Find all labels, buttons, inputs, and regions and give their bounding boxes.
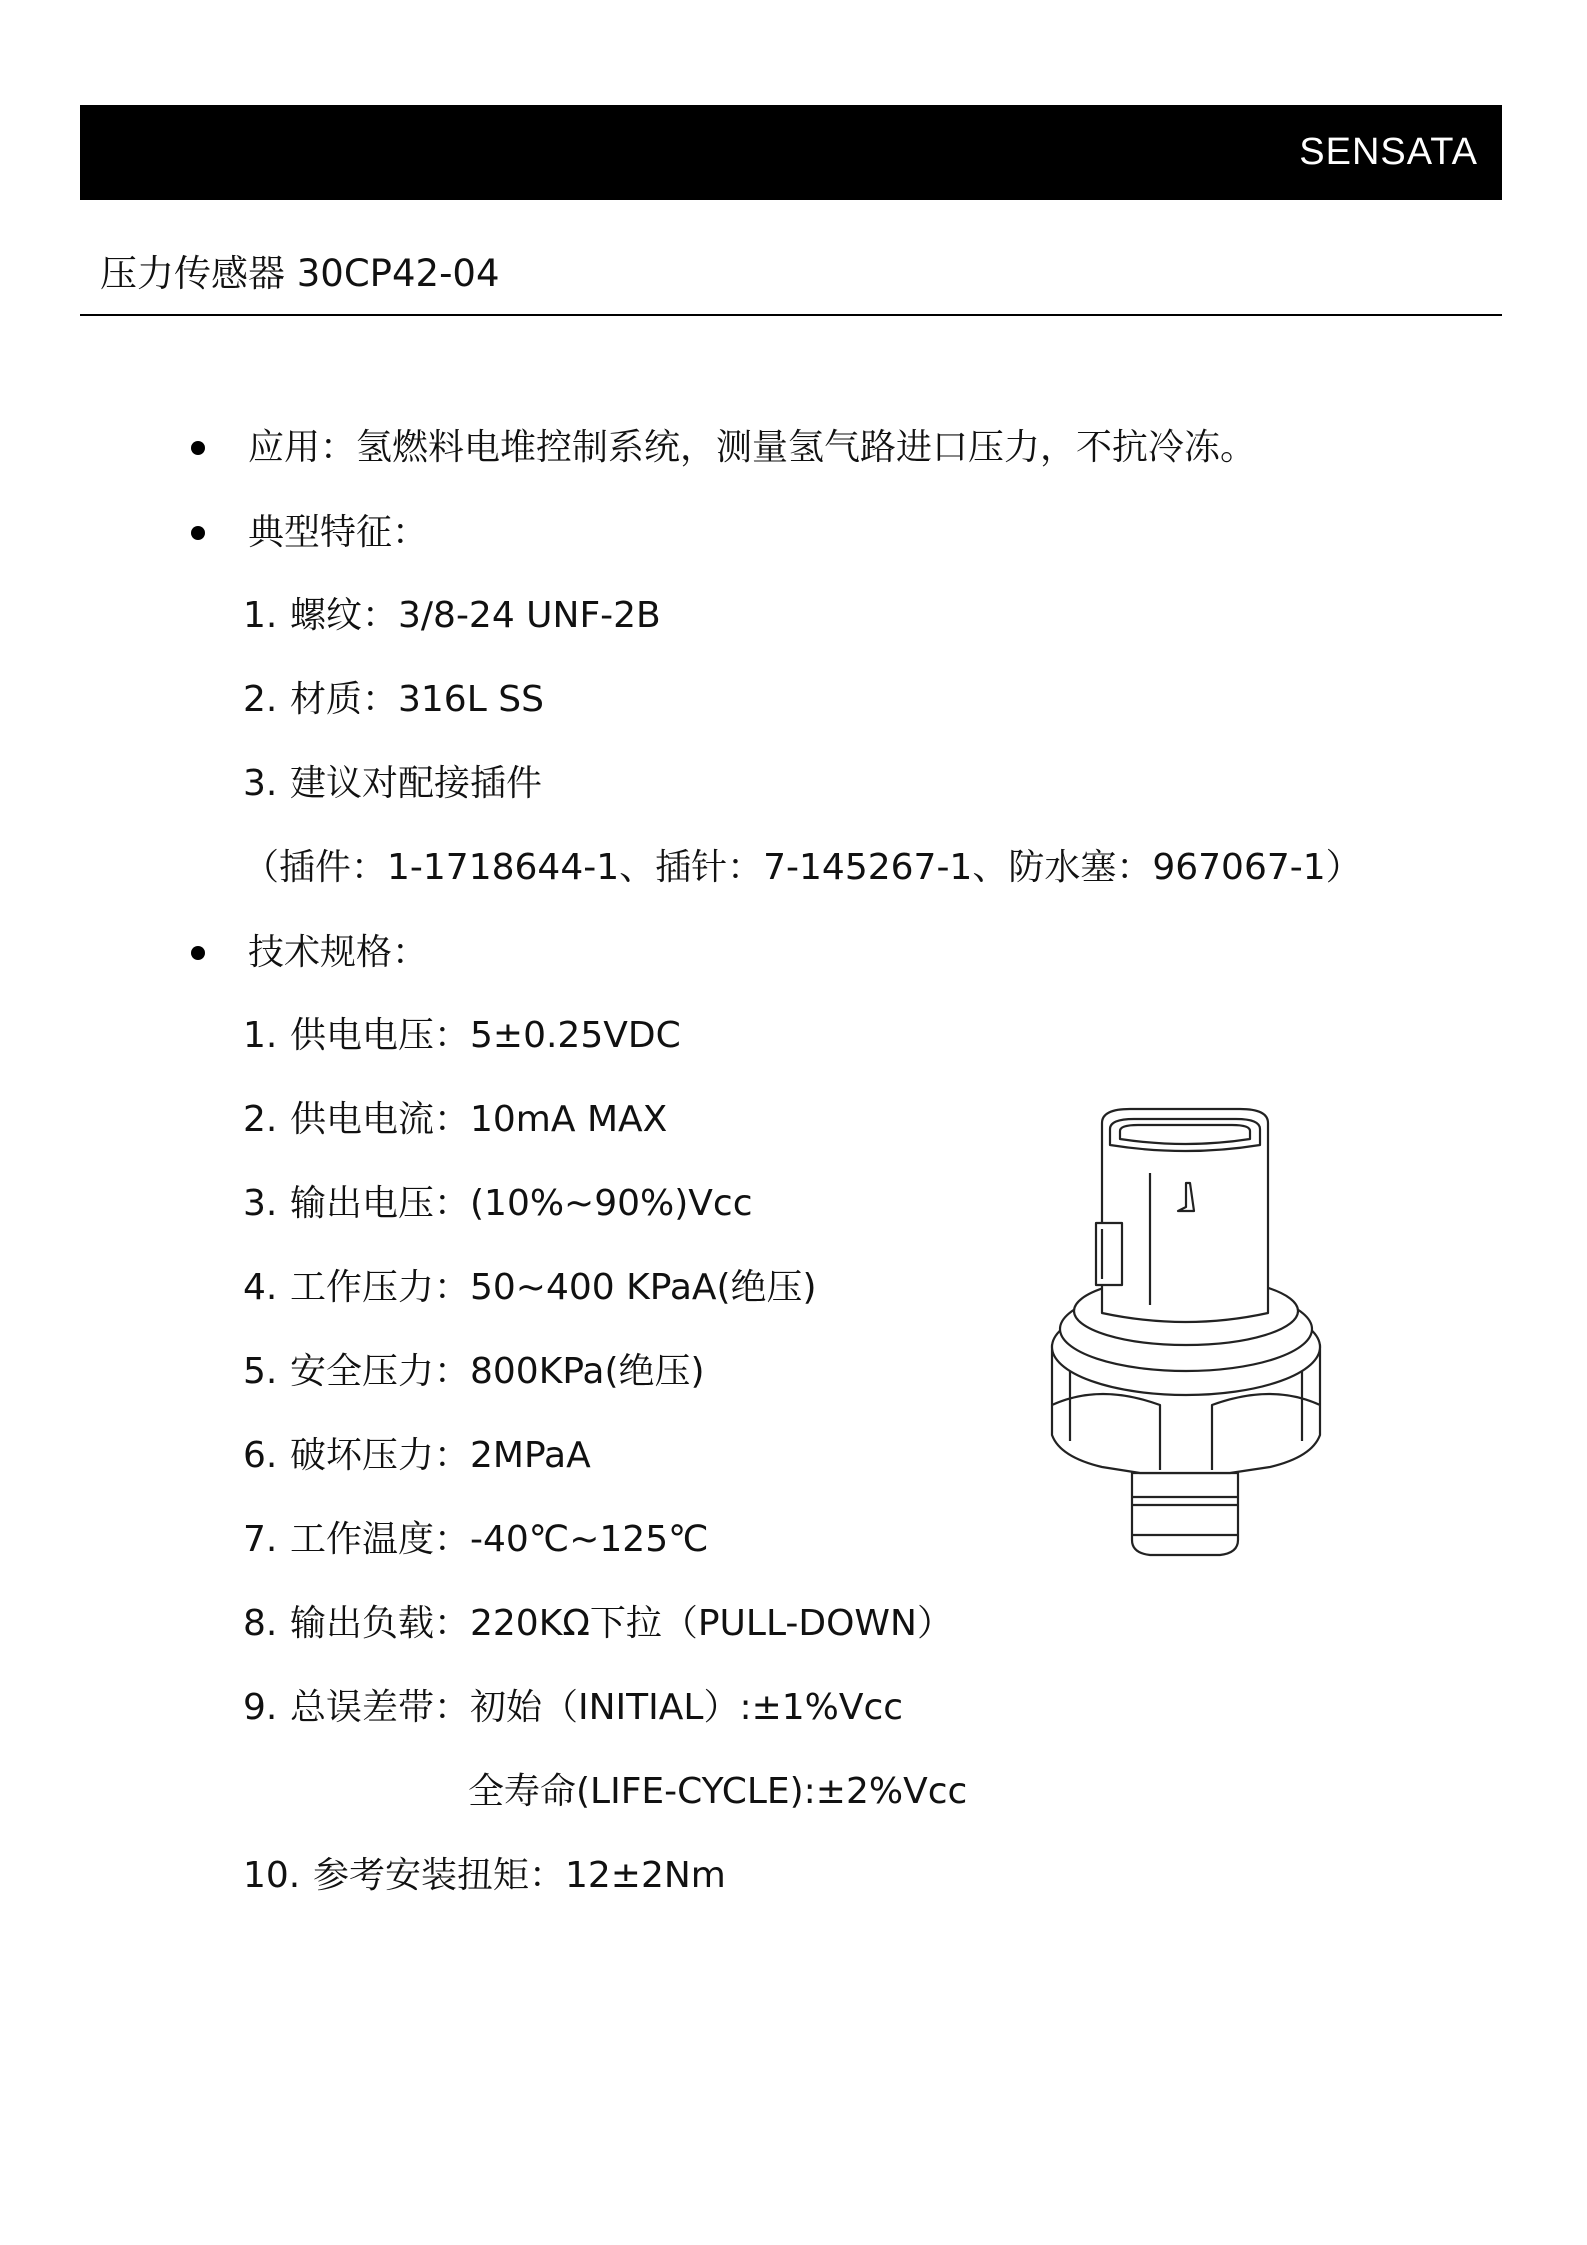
feature-number: 1. bbox=[243, 595, 278, 636]
spec-number: 7. bbox=[243, 1519, 278, 1560]
spec-number: 5. bbox=[243, 1351, 278, 1392]
spec-number: 8. bbox=[243, 1603, 278, 1644]
spec-item bbox=[243, 1519, 709, 1560]
spec-number: 2. bbox=[243, 1099, 278, 1140]
header-bar bbox=[80, 105, 1502, 200]
document-title: 压力传感器 30CP42-04 bbox=[100, 252, 500, 295]
spec-item bbox=[243, 1687, 904, 1728]
spec-text: 安全压力：800KPa(绝压) bbox=[290, 1351, 705, 1392]
spec-text: 供电电压：5±0.25VDC bbox=[290, 1015, 681, 1056]
spec-text: 参考安装扭矩：12±2Nm bbox=[313, 1855, 726, 1896]
spec-item bbox=[243, 1183, 753, 1224]
bullet-icon bbox=[191, 441, 205, 455]
feature-text: 建议对配接插件 bbox=[290, 763, 543, 804]
spec-item bbox=[243, 1267, 817, 1308]
connector-note: （插件：1-1718644-1、插针：7-145267-1、防水塞：967067-1） bbox=[243, 847, 1362, 888]
spec-number: 9. bbox=[243, 1687, 278, 1728]
bullet-icon bbox=[191, 946, 205, 960]
spec-text: 输出电压：(10%~90%)Vcc bbox=[290, 1183, 753, 1224]
spec-item bbox=[243, 1603, 953, 1644]
spec-number: 3. bbox=[243, 1183, 278, 1224]
spec-text: 总误差带：初始（INITIAL）:±1%Vcc bbox=[290, 1687, 904, 1728]
spec-text: 破坏压力：2MPaA bbox=[290, 1435, 591, 1476]
title-divider bbox=[80, 314, 1502, 316]
spec-number: 1. bbox=[243, 1015, 278, 1056]
spec-item bbox=[243, 1015, 681, 1056]
spec-item bbox=[243, 1351, 705, 1392]
pressure-sensor-drawing bbox=[1040, 1105, 1330, 1565]
spec-text: 输出负载：220KΩ下拉（PULL-DOWN） bbox=[290, 1603, 953, 1644]
feature-item bbox=[243, 763, 543, 804]
spec-text: 工作压力：50~400 KPaA(绝压) bbox=[290, 1267, 817, 1308]
spec-number: 4. bbox=[243, 1267, 278, 1308]
spec-text: 工作温度：-40℃~125℃ bbox=[290, 1519, 709, 1560]
spec-item bbox=[243, 1435, 591, 1476]
feature-text: 螺纹：3/8-24 UNF-2B bbox=[290, 595, 661, 636]
brand-name: SENSATA bbox=[1299, 131, 1478, 173]
feature-item bbox=[243, 679, 544, 720]
feature-text: 材质：316L SS bbox=[290, 679, 544, 720]
feature-item bbox=[243, 595, 661, 636]
feature-number: 2. bbox=[243, 679, 278, 720]
spec-number: 6. bbox=[243, 1435, 278, 1476]
spec-item bbox=[243, 1855, 726, 1896]
bullet-icon bbox=[191, 526, 205, 540]
spec-continuation: 全寿命(LIFE-CYCLE):±2%Vcc bbox=[468, 1771, 968, 1812]
spec-number: 10. bbox=[243, 1855, 301, 1896]
spec-item bbox=[243, 1099, 668, 1140]
specs-heading: 技术规格： bbox=[248, 932, 429, 973]
spec-text: 供电电流：10mA MAX bbox=[290, 1099, 668, 1140]
features-heading: 典型特征： bbox=[248, 512, 429, 553]
feature-number: 3. bbox=[243, 763, 278, 804]
application-line: 应用：氢燃料电堆控制系统，测量氢气路进口压力，不抗冷冻。 bbox=[248, 427, 1257, 468]
